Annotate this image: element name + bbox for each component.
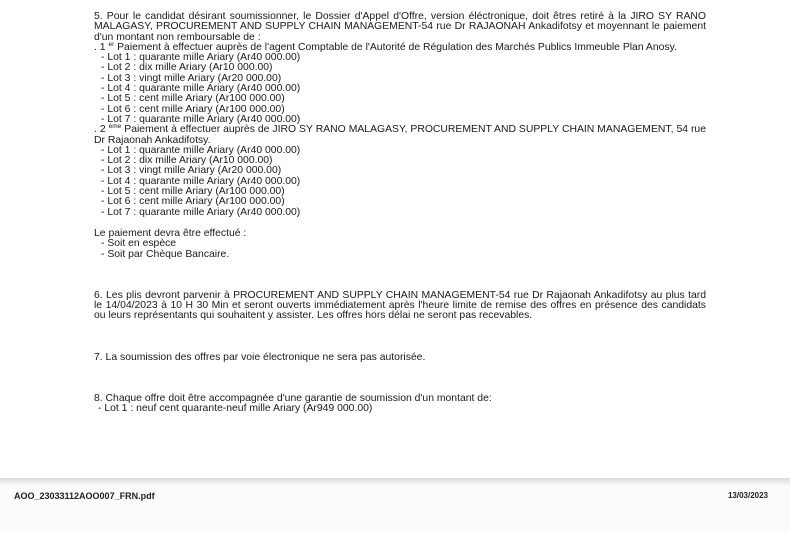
section-6: 6. Les plis devront parvenir à PROCUREMENT AND SUPPLY CHAIN MANAGEMENT-54 rue Dr Rajaonah Ankadifotsy au plus tard le 14/04/2023 à 10 H 30 Min et seront ouverts immédiatement après l'heure limite de remise des offres en présence des candidats ou leurs représentants qui souhaitent y assister. Les offres hors délai ne seront pas recevables. xyxy=(94,289,706,322)
list-item: - Lot 6 : cent mille Ariary (Ar100 000.00) xyxy=(101,196,285,208)
list-item: - Lot 7 : quarante mille Ariary (Ar40 000.00) xyxy=(101,113,301,125)
file-name: AOO_23033112AOO007_FRN.pdf xyxy=(14,491,155,501)
list-item: - Lot 4 : quarante mille Ariary (Ar40 000.00) xyxy=(101,175,301,187)
payment-1-ordinal: er xyxy=(108,40,115,48)
payment-2-lot-list xyxy=(94,146,706,218)
payment-2-ordinal: ème xyxy=(108,123,122,131)
section-7: 7. La soumission des offres par voie électronique ne sera pas autorisée. xyxy=(94,351,426,363)
list-item: - Lot 6 : cent mille Ariary (Ar100 000.00) xyxy=(101,103,285,115)
section-5-payment-2 xyxy=(94,125,706,146)
list-item: - Lot 2 : dix mille Ariary (Ar10 000.00) xyxy=(101,155,273,167)
list-item: - Lot 1 : neuf cent quarante-neuf mille Ariary (Ar949 000.00) xyxy=(98,403,373,415)
list-item: - Lot 5 : cent mille Ariary (Ar100 000.00) xyxy=(101,186,285,198)
list-item: - Soit en espèce xyxy=(101,238,177,250)
payment-2-number: . 2 xyxy=(94,124,106,136)
list-item: - Lot 7 : quarante mille Ariary (Ar40 000.00) xyxy=(101,206,301,218)
list-item: - Lot 5 : cent mille Ariary (Ar100 000.00) xyxy=(101,93,285,105)
payment-method-list xyxy=(94,239,706,260)
payment-2-text: Paiement à effectuer auprès de JIRO SY RANO MALAGASY, PROCUREMENT AND SUPPLY CHAIN MANAGEMENT, 54 rue Dr Rajaonah Ankadifotsy. xyxy=(94,124,706,146)
section-8-intro: 8. Chaque offre doit être accompagnée d'une garantie de soumission d'un montant de: xyxy=(94,393,492,405)
page-fold-divider xyxy=(0,478,790,485)
payment-1-number: . 1 xyxy=(94,41,106,53)
list-item: - Lot 1 : quarante mille Ariary (Ar40 000.00) xyxy=(101,52,301,64)
section-5-intro: 5. Pour le candidat désirant soumissionner, le Dossier d'Appel d'Offre, version éléctronique, doit êtres retiré à la JIRO SY RANO MALAGASY, PROCUREMENT AND SUPPLY CHAIN MANAGEMENT-54 rue Dr RAJAONAH Ankadifotsy et moyennant le paiement d'un montant non remboursable de : xyxy=(94,11,706,43)
list-item: - Lot 4 : quarante mille Ariary (Ar40 000.00) xyxy=(101,83,301,95)
payment-1-text: Paiement à effectuer auprès de l'agent Comptable de l'Autorité de Régulation des Marchés Publics Immeuble Plan Anosy. xyxy=(114,41,677,53)
document-body xyxy=(94,12,706,415)
spacer xyxy=(94,322,706,353)
list-item: - Lot 1 : quarante mille Ariary (Ar40 000.00) xyxy=(101,144,301,156)
guarantee-lot-list xyxy=(94,404,706,414)
list-item: - Lot 3 : vingt mille Ariary (Ar20 000.00) xyxy=(101,72,282,84)
document-footer xyxy=(0,485,790,533)
list-item: - Soit par Chèque Bancaire. xyxy=(101,248,230,260)
spacer xyxy=(94,363,706,394)
list-item: - Lot 2 : dix mille Ariary (Ar10 000.00) xyxy=(101,62,273,74)
document-date: 13/03/2023 xyxy=(727,491,768,500)
payment-1-lot-list xyxy=(94,53,706,125)
payment-method-heading: Le paiement devra être effectué : xyxy=(94,227,247,239)
spacer xyxy=(94,260,706,291)
list-item: - Lot 3 : vingt mille Ariary (Ar20 000.00) xyxy=(101,165,282,177)
